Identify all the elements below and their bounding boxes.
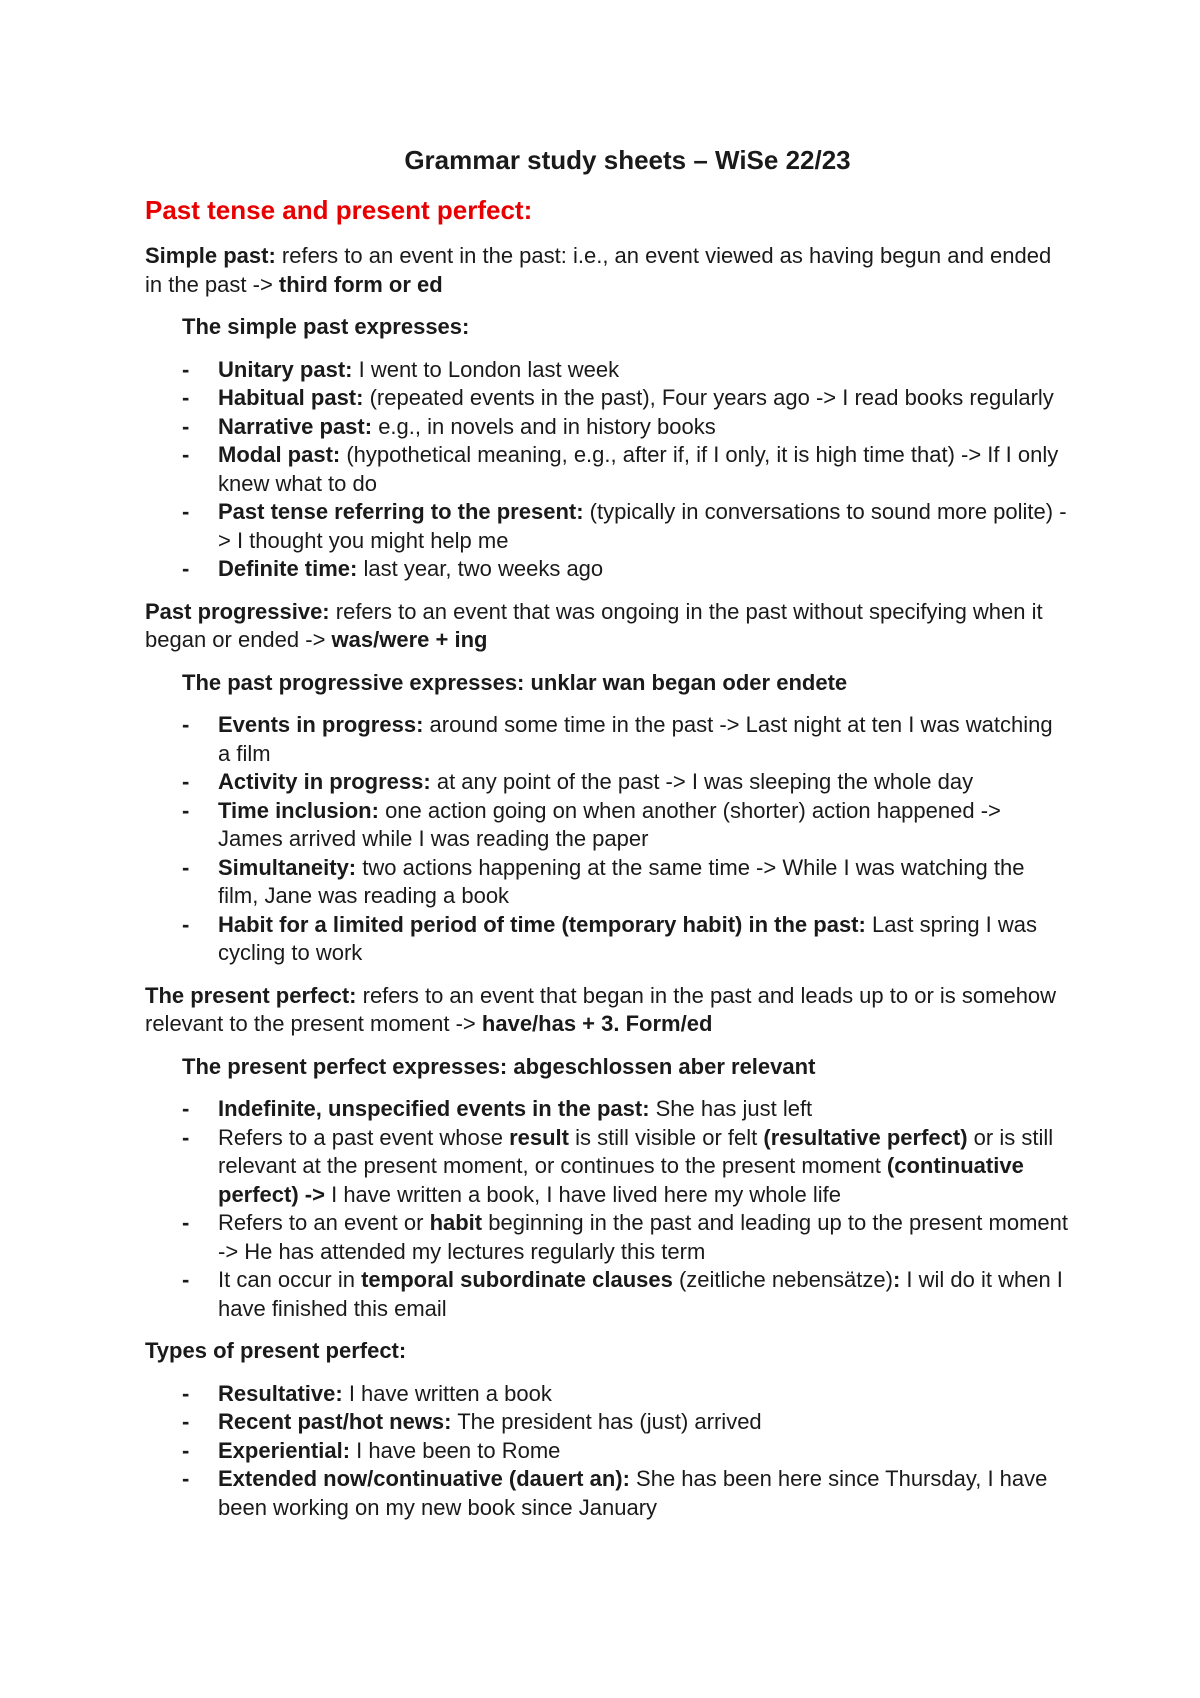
item-term: habit <box>429 1210 483 1235</box>
list-item <box>145 498 1070 555</box>
list-item <box>145 555 1070 584</box>
item-text: The president has (just) arrived <box>451 1409 762 1434</box>
item-text: (repeated events in the past), Four years ago -> I read books regularly <box>363 385 1054 410</box>
item-text: I wil do it when I have finished this email <box>218 1267 1063 1321</box>
list-item <box>145 1408 1070 1437</box>
page-content <box>145 142 1070 1536</box>
item-text: She has been here since Thursday, I have been working on my new book since January <box>218 1466 1048 1520</box>
item-text: one action going on when another (shorter) action happened -> James arrived while I was reading the paper <box>218 797 1001 851</box>
item-text: I have written a book <box>342 1380 552 1406</box>
item-text: around some time in the past -> Last night at ten I was watching a film <box>218 712 1053 766</box>
form: have/has + 3. Form/ed <box>481 1011 713 1036</box>
present-perfect-subheading: The present perfect expresses: abgeschlossen aber relevant <box>182 1053 816 1079</box>
item-term: (continuative perfect) -> <box>218 1153 1024 1207</box>
item-term: : <box>892 1267 901 1292</box>
term: Simple past: <box>145 243 276 268</box>
item-term: Resultative: <box>218 1380 343 1406</box>
item-term: Activity in progress: <box>218 769 431 794</box>
form: third form or ed <box>278 271 443 297</box>
item-term: Time inclusion: <box>218 797 379 823</box>
item-term: Narrative past: <box>218 413 373 439</box>
list-item <box>145 911 1070 968</box>
item-term: temporal subordinate clauses <box>361 1267 673 1292</box>
present-perfect-list <box>145 1095 1070 1323</box>
item-text: last year, two weeks ago <box>357 556 604 581</box>
item-text: beginning in the past and leading up to the present moment -> He has attended my lectures regularly this term <box>218 1210 1068 1264</box>
list-item <box>145 797 1070 854</box>
item-text: two actions happening at the same time -> While I was watching the film, Jane was reading a book <box>218 854 1025 908</box>
list-item <box>145 441 1070 498</box>
list-item <box>145 1124 1070 1210</box>
list-item <box>145 1266 1070 1323</box>
list-item <box>145 356 1070 385</box>
item-text: I have been to Rome <box>350 1437 561 1463</box>
form: was/were + ing <box>331 627 488 652</box>
simple-past-list <box>145 356 1070 584</box>
list-item <box>145 1437 1070 1466</box>
item-term: Recent past/hot news: <box>218 1409 452 1434</box>
item-term: result <box>509 1124 569 1150</box>
definition-text: refers to an event that began in the past and leads up to or is somehow relevant to the present moment -> <box>145 982 1057 1036</box>
item-term: (resultative perfect) <box>763 1124 968 1150</box>
types-subheading: Types of present perfect: <box>145 1338 407 1363</box>
item-term: Modal past: <box>218 442 341 467</box>
list-item <box>145 768 1070 797</box>
item-term: Definite time: <box>218 556 358 581</box>
item-text: Refers to a past event whose <box>218 1124 510 1150</box>
list-item <box>145 711 1070 768</box>
definition-text: refers to an event that was ongoing in the past without specifying when it began or ended -> <box>145 598 1043 652</box>
item-text: (typically in conversations to sound more polite) -> I thought you might help me <box>218 499 1067 553</box>
item-text: e.g., in novels and in history books <box>372 413 716 439</box>
item-text: It can occur in <box>218 1267 362 1292</box>
item-term: Extended now/continuative (dauert an): <box>218 1466 630 1491</box>
page-title: Grammar study sheets – WiSe 22/23 <box>404 145 851 175</box>
list-item <box>145 1095 1070 1124</box>
term: The present perfect: <box>145 982 357 1008</box>
past-progressive-definition <box>145 598 1070 655</box>
past-progressive-list <box>145 711 1070 968</box>
list-item <box>145 384 1070 413</box>
item-term: Habitual past: <box>218 385 364 410</box>
item-term: Habit for a limited period of time (temporary habit) in the past: <box>218 911 866 937</box>
item-text: I have written a book, I have lived here my whole life <box>324 1181 842 1207</box>
item-text: Refers to an event or <box>218 1210 430 1235</box>
item-term: Indefinite, unspecified events in the past: <box>218 1096 650 1121</box>
item-term: Experiential: <box>218 1437 351 1463</box>
item-term: Simultaneity: <box>218 854 357 880</box>
list-item <box>145 854 1070 911</box>
item-text: at any point of the past -> I was sleeping the whole day <box>430 769 974 794</box>
simple-past-definition <box>145 242 1070 299</box>
simple-past-subheading: The simple past expresses: <box>182 314 470 339</box>
item-text: or is still relevant at the present moment, or continues to the present moment <box>218 1124 1054 1178</box>
item-term: Unitary past: <box>218 356 353 382</box>
item-text: is still visible or felt <box>568 1124 764 1150</box>
section-heading: Past tense and present perfect: <box>145 195 533 225</box>
item-text: Last spring I was cycling to work <box>218 911 1038 965</box>
item-text: I went to London last week <box>352 356 620 382</box>
types-list <box>145 1380 1070 1523</box>
list-item <box>145 1465 1070 1522</box>
item-text: (hypothetical meaning, e.g., after if, if I only, it is high time that) -> If I only knew what to do <box>218 442 1059 496</box>
list-item <box>145 413 1070 442</box>
item-text: She has just left <box>649 1096 813 1121</box>
list-item <box>145 1380 1070 1409</box>
list-item <box>145 1209 1070 1266</box>
present-perfect-definition <box>145 982 1070 1039</box>
item-text: (zeitliche nebensätze) <box>672 1267 893 1292</box>
item-term: Past tense referring to the present: <box>218 499 584 524</box>
term: Past progressive: <box>145 598 330 624</box>
past-progressive-subheading: The past progressive expresses: unklar wan began oder endete <box>182 669 848 695</box>
item-term: Events in progress: <box>218 712 424 737</box>
definition-text: refers to an event in the past: i.e., an event viewed as having begun and ended in the past -> <box>145 243 1052 297</box>
